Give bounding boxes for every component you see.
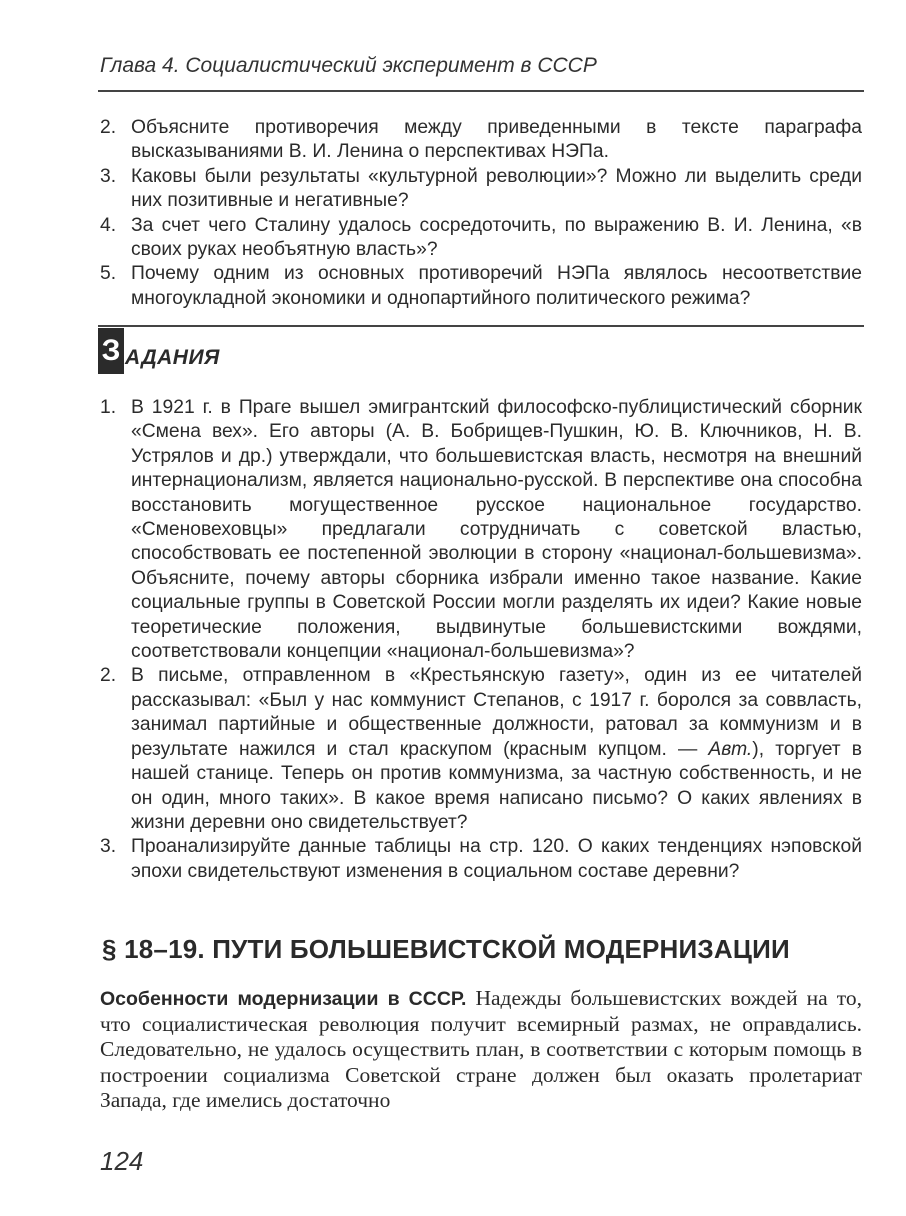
section-title: § 18–19. ПУТИ БОЛЬШЕВИСТСКОЙ МОДЕРНИЗАЦИИ bbox=[102, 934, 790, 964]
item-text: Проанализируйте данные таблицы на стр. 120. О каких тенденциях нэповской эпохи свидетельствуют изменения в социальном составе деревни? bbox=[131, 836, 862, 882]
item-number: 3. bbox=[100, 836, 117, 858]
section-body bbox=[100, 986, 862, 1113]
list-item bbox=[100, 214, 862, 263]
page-number: 124 bbox=[100, 1146, 144, 1176]
tasks-heading-text: АДАНИЯ bbox=[125, 346, 220, 369]
item-number: 1. bbox=[100, 397, 117, 418]
list-item bbox=[100, 835, 862, 884]
item-text-italic: Авт. bbox=[708, 738, 753, 760]
list-item bbox=[100, 116, 862, 165]
header-rule bbox=[98, 90, 864, 92]
review-questions-list bbox=[100, 116, 862, 311]
item-text-part: ), торгует в нашей станице. Теперь он против коммунизма, за частную собственность, и не он один, много таких». В какое время написано письмо? О каких явлениях в жизни деревни оно свидетельствует? bbox=[131, 738, 862, 833]
section-lead: Особенности модернизации в СССР. bbox=[100, 988, 467, 1010]
running-head: Глава 4. Социалистический эксперимент в СССР bbox=[100, 54, 597, 77]
item-number: 5. bbox=[100, 263, 117, 285]
item-text: В 1921 г. в Праге вышел эмигрантский философско-публицистический сборник «Смена вех». Его авторы (А. В. Бобрищев-Пушкин, Ю. В. Ключников, Н. В. Устрялов и др.) утверждали, что большевистская власть, несмотря на внешний интернационализм, является национально-русской. В перспективе она способна восстановить могущественное русское национальное государство. «Сменовеховцы» предлагали сотрудничать с советской властью, способствовать ее постепенной эволюции в сторону «национал-большевизма». Объясните, почему авторы сборника избрали именно такое название. Какие социальные группы в Советской России могли разделять их идеи? Какие новые теоретические положения, выдвинутые большевистскими вождями, соответствовали концепции «национал-большевизма»? bbox=[131, 397, 862, 663]
list-item bbox=[100, 262, 862, 311]
list-item bbox=[100, 664, 862, 835]
item-text: Объясните противоречия между приведенными в тексте параграфа высказываниями В. И. Ленина о перспективах НЭПа. bbox=[131, 117, 862, 163]
item-number: 2. bbox=[100, 117, 117, 138]
item-number: 3. bbox=[100, 165, 117, 187]
item-text bbox=[131, 665, 862, 832]
tasks-heading bbox=[98, 326, 220, 374]
tasks-list bbox=[100, 396, 862, 884]
item-number: 2. bbox=[100, 665, 117, 687]
list-item bbox=[100, 396, 862, 664]
item-number: 4. bbox=[100, 214, 117, 236]
section-text: Надежды большевистских вождей на то, что социалистическая революция получит всемирный размах, не оправдались. Следовательно, не удалось осуществить план, в соответствии с которым помощь в построении социализма Советской стране должен был оказать пролетариат Запада, где имелись достаточно bbox=[100, 986, 862, 1112]
item-text: Почему одним из основных противоречий НЭПа являлось несоответствие многоукладной экономики и однопартийного политического режима? bbox=[131, 263, 862, 309]
tasks-heading-initial: З bbox=[98, 328, 124, 374]
list-item bbox=[100, 165, 862, 214]
item-text: Каковы были результаты «культурной революции»? Можно ли выделить среди них позитивные и негативные? bbox=[131, 165, 862, 212]
item-text: За счет чего Сталину удалось сосредоточить, по выражению В. И. Ленина, «в своих руках необъятную власть»? bbox=[131, 214, 862, 261]
item-text-part: В письме, отправленном в «Крестьянскую газету», один из ее читателей рассказывал: «Был у нас коммунист Степанов, с 1917 г. боролся за соввласть, занимал партийные и общественные должности, ратовал за коммунизм и в результате нажился и стал краскупом (красным купцом. — bbox=[131, 665, 862, 760]
